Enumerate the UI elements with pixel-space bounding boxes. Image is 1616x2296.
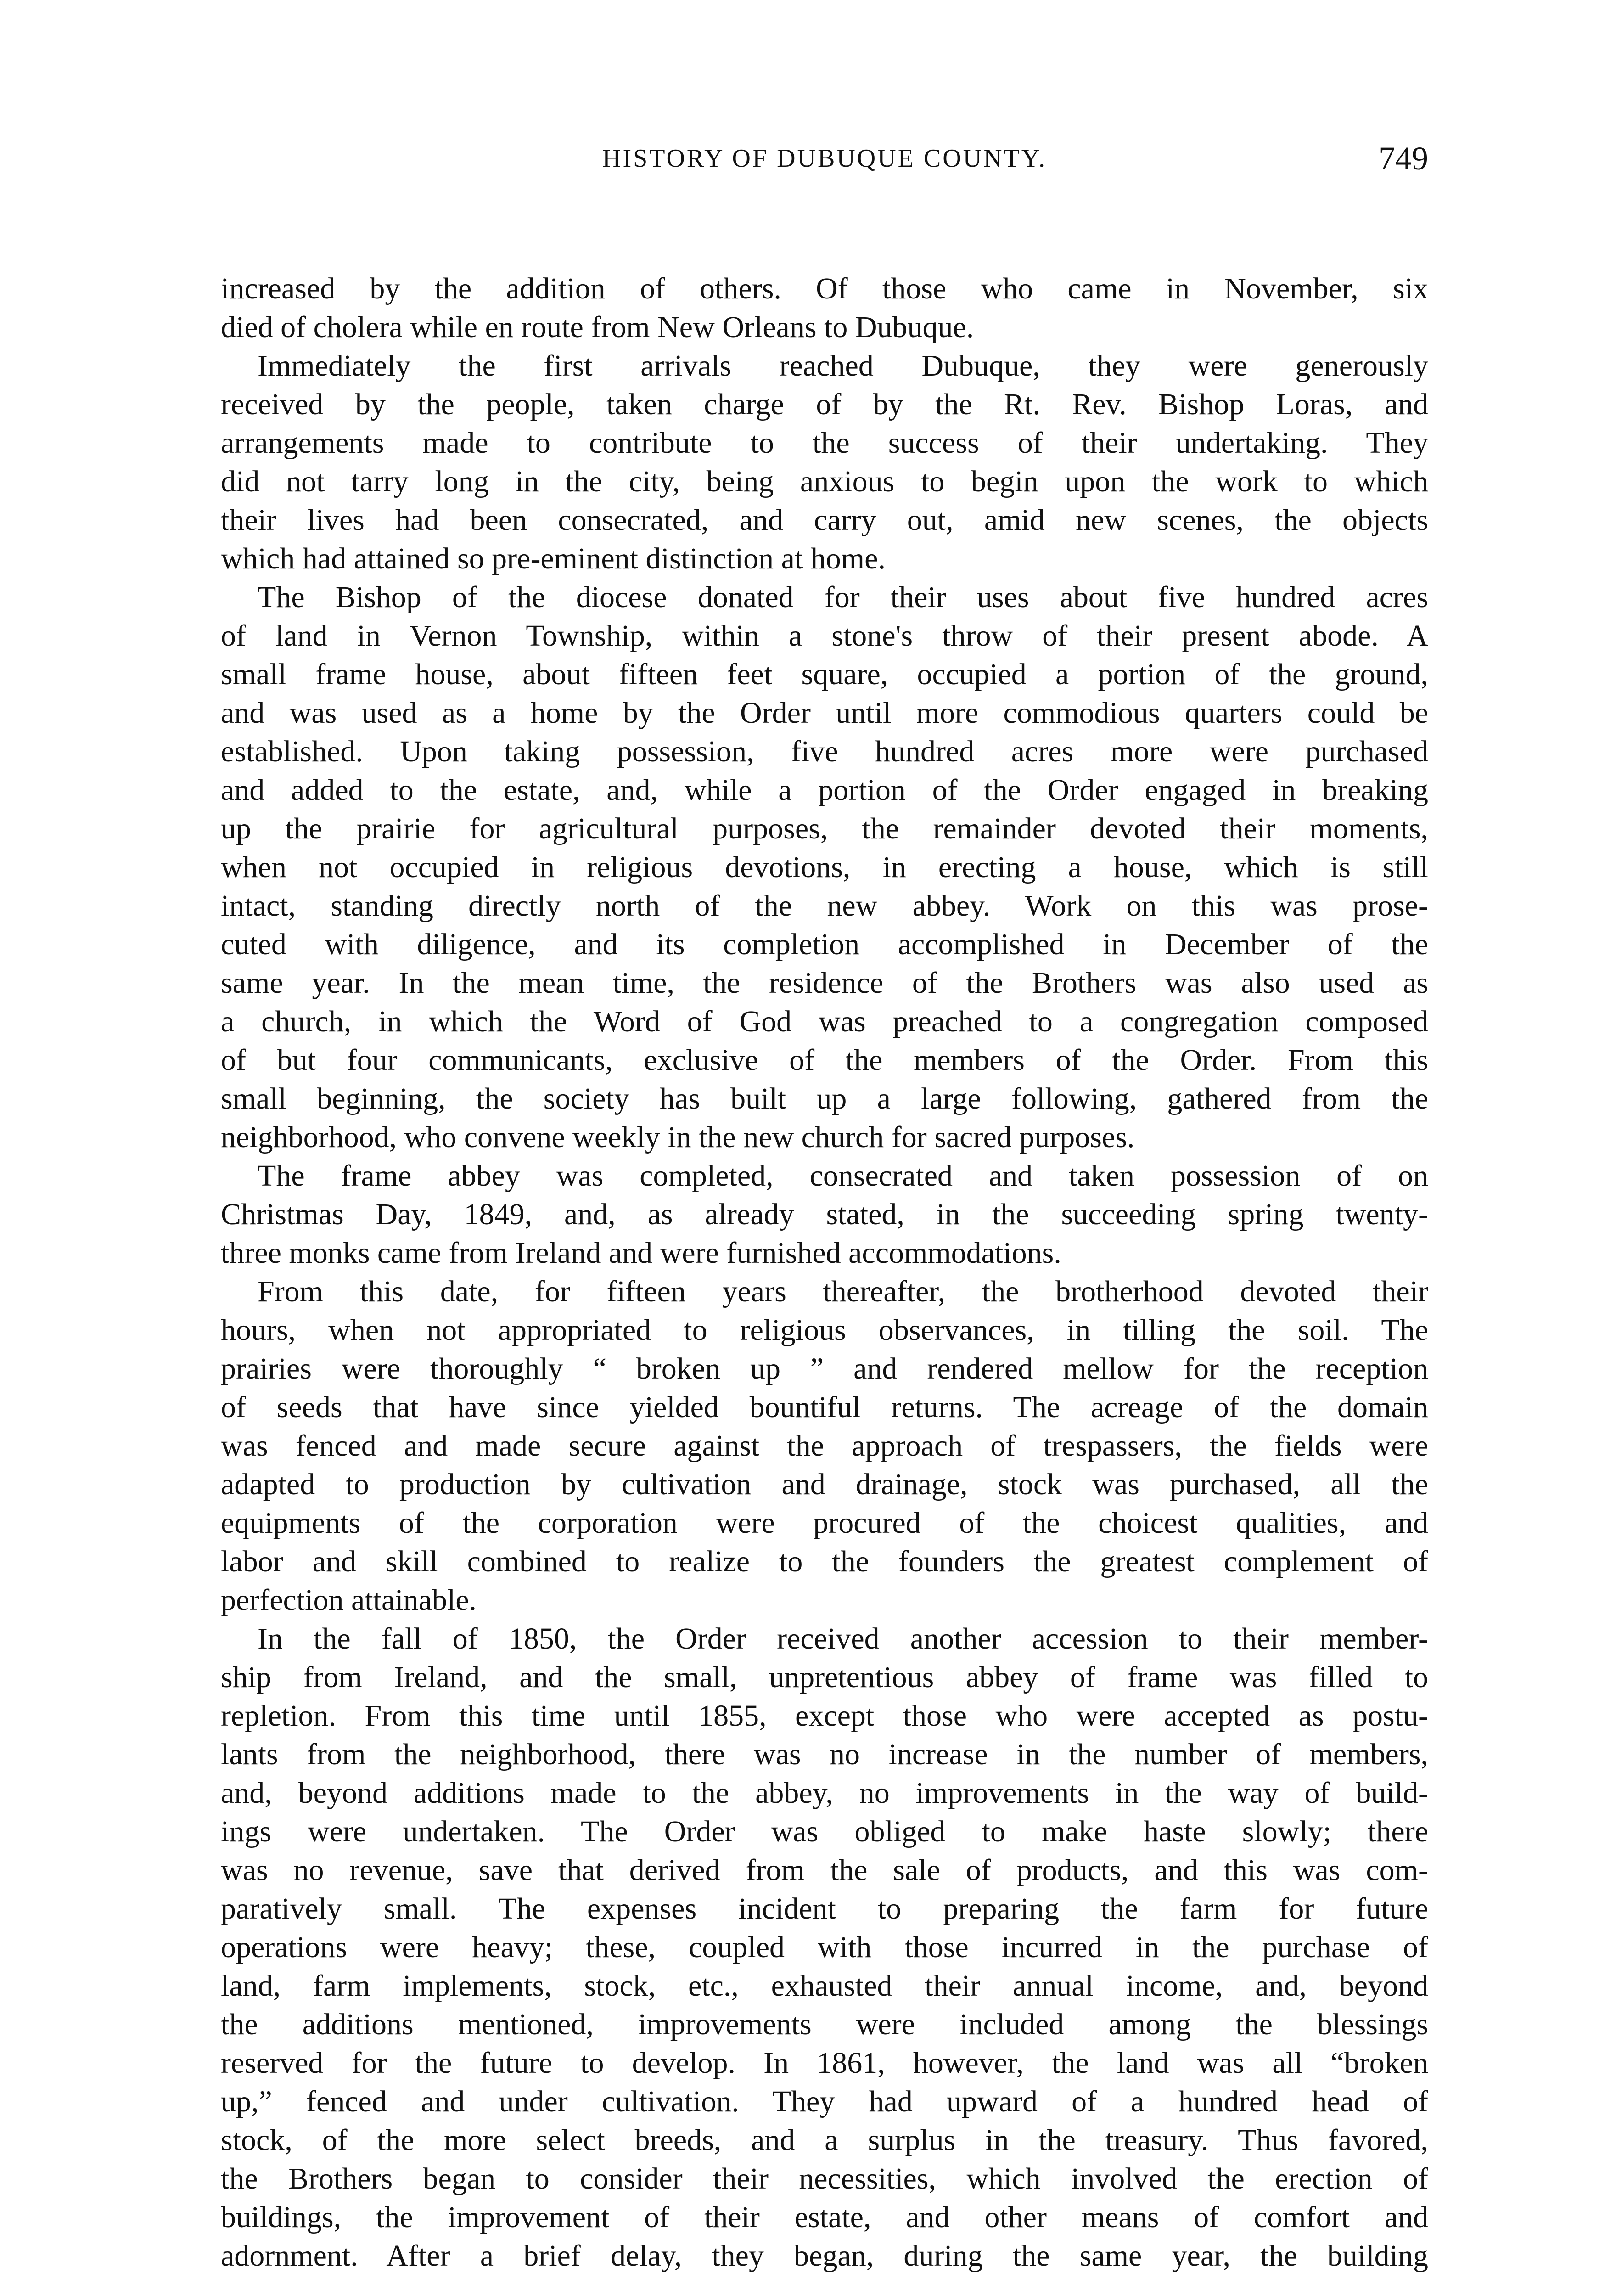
text-line: From this date, for fifteen years thereafter, the brotherhood devoted their [258,1275,1428,1308]
paragraph [221,1620,1428,2275]
text-line: received by the people, taken charge of by the Rt. Rev. Bishop Loras, and [221,388,1428,421]
text-line: land, farm implements, stock, etc., exhausted their annual income, and, beyond [221,1969,1428,2003]
text-line: a church, in which the Word of God was preached to a congregation composed [221,1005,1428,1038]
text-line: their lives had been consecrated, and carry out, amid new scenes, the objects [221,503,1428,537]
text-line: In the fall of 1850, the Order received another accession to their member- [258,1622,1428,1655]
text-line: buildings, the improvement of their estate, and other means of comfort and [221,2200,1428,2234]
text-line: ings were undertaken. The Order was obliged to make haste slowly; there [221,1815,1428,1848]
text-line: cuted with diligence, and its completion accomplished in December of the [221,928,1428,961]
text-line: repletion. From this time until 1855, except those who were accepted as postu- [221,1699,1428,1733]
text-line: neighborhood, who convene weekly in the new church for sacred purposes. [221,1120,1135,1154]
paragraph [221,270,1428,347]
text-line: and, beyond additions made to the abbey, no improvements in the way of build- [221,1776,1428,1810]
text-line: reserved for the future to develop. In 1861, however, the land was all “broken [221,2046,1428,2080]
text-line: The frame abbey was completed, consecrated and taken possession of on [258,1159,1428,1193]
text-line: established. Upon taking possession, five hundred acres more were purchased [221,735,1428,768]
text-line: ship from Ireland, and the small, unpretentious abbey of frame was filled to [221,1660,1428,1694]
text-line: adornment. After a brief delay, they began, during the same year, the building [221,2239,1428,2273]
text-line: of but four communicants, exclusive of the members of the Order. From this [221,1043,1428,1077]
text-line: The Bishop of the diocese donated for their uses about five hundred acres [258,580,1428,614]
running-title: HISTORY OF DUBUQUE COUNTY. [602,144,1047,173]
text-line: stock, of the more select breeds, and a surplus in the treasury. Thus favored, [221,2123,1428,2157]
text-line: labor and skill combined to realize to the founders the greatest complement of [221,1545,1428,1578]
text-line: small frame house, about fifteen feet square, occupied a portion of the ground, [221,658,1428,691]
text-line: and added to the estate, and, while a portion of the Order engaged in breaking [221,773,1428,807]
paragraph [221,1272,1428,1620]
text-line: when not occupied in religious devotions, in erecting a house, which is still [221,850,1428,884]
text-line: the additions mentioned, improvements were included among the blessings [221,2008,1428,2041]
text-line: Immediately the first arrivals reached Dubuque, they were generously [258,349,1428,383]
text-line: of seeds that have since yielded bountiful returns. The acreage of the domain [221,1390,1428,1424]
text-line: and was used as a home by the Order until more commodious quarters could be [221,696,1428,730]
text-line: up the prairie for agricultural purposes, the remainder devoted their moments, [221,812,1428,845]
text-line: lants from the neighborhood, there was no increase in the number of members, [221,1738,1428,1771]
text-line: arrangements made to contribute to the success of their undertaking. They [221,426,1428,460]
text-line: did not tarry long in the city, being anxious to begin upon the work to which [221,465,1428,498]
text-line: up,” fenced and under cultivation. They had upward of a hundred head of [221,2085,1428,2118]
page-header [221,138,1428,179]
paragraph [221,347,1428,578]
text-line: small beginning, the society has built up a large following, gathered from the [221,1082,1428,1115]
page-number: 749 [1379,140,1428,177]
text-line: died of cholera while en route from New Orleans to Dubuque. [221,310,974,344]
text-line: which had attained so pre-eminent distinction at home. [221,542,886,575]
text-line: hours, when not appropriated to religious observances, in tilling the soil. The [221,1313,1428,1347]
text-line: prairies were thoroughly “ broken up ” and rendered mellow for the reception [221,1352,1428,1385]
text-line: the Brothers began to consider their necessities, which involved the erection of [221,2162,1428,2195]
paragraph [221,578,1428,1157]
text-line: was no revenue, save that derived from the sale of products, and this was com- [221,1853,1428,1887]
paragraph [221,1157,1428,1272]
text-line: increased by the addition of others. Of those who came in November, six [221,272,1428,305]
text-line: of land in Vernon Township, within a stone's throw of their present abode. A [221,619,1428,653]
text-line: same year. In the mean time, the residence of the Brothers was also used as [221,966,1428,1000]
text-line: intact, standing directly north of the new abbey. Work on this was prose- [221,889,1428,923]
text-line: operations were heavy; these, coupled with those incurred in the purchase of [221,1930,1428,1964]
text-line: Christmas Day, 1849, and, as already stated, in the succeeding spring twenty- [221,1198,1428,1231]
text-line: was fenced and made secure against the approach of trespassers, the fields were [221,1429,1428,1463]
body-text [221,270,1428,2275]
text-line: adapted to production by cultivation and drainage, stock was purchased, all the [221,1468,1428,1501]
text-line: three monks came from Ireland and were furnished accommodations. [221,1236,1061,1270]
text-line: perfection attainable. [221,1583,477,1617]
text-line: paratively small. The expenses incident to preparing the farm for future [221,1892,1428,1925]
text-line: equipments of the corporation were procured of the choicest qualities, and [221,1506,1428,1540]
